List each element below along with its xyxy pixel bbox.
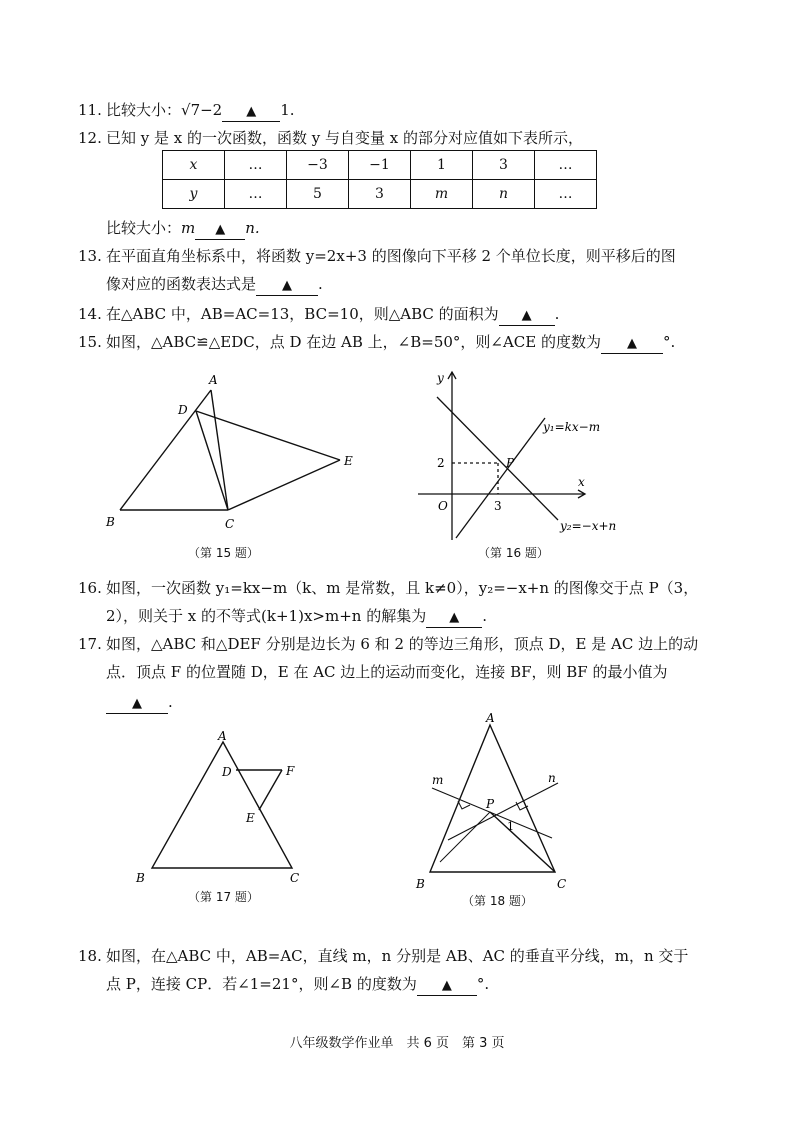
table-cell: m [411, 180, 473, 209]
question-16-line2 [106, 606, 487, 628]
figure-17 [152, 742, 292, 868]
point-label-a: A [486, 711, 495, 725]
table-cell: 3 [349, 180, 411, 209]
question-18-line2 [106, 974, 489, 996]
table-cell: 1 [411, 151, 473, 180]
question-17-line2 [106, 662, 667, 682]
answer-blank[interactable]: ▲ [601, 335, 663, 354]
answer-blank[interactable]: ▲ [499, 307, 555, 326]
question-text: 如图，一次函数 y₁=kx−m（k、m 是常数，且 k≠0），y₂=−x+n 的图像交于点 P（3， [106, 579, 699, 597]
question-number: 14. [78, 305, 102, 323]
point-label-f: F [286, 764, 295, 778]
figure-15 [120, 390, 340, 510]
table-cell: 5 [287, 180, 349, 209]
segment-ac [211, 390, 228, 510]
question-text: 如图，△ABC 和△DEF 分别是边长为 6 和 2 的等边三角形，顶点 D，E 是 AC 边上的动 [106, 635, 699, 653]
line-n [448, 783, 558, 840]
question-17 [78, 634, 698, 654]
question-text: 比较大小： [106, 219, 182, 237]
point-label-e: E [246, 811, 255, 825]
question-18 [78, 946, 688, 966]
origin-label: O [438, 499, 448, 513]
point-label-p: P [506, 456, 515, 470]
question-text: 点．顶点 F 的位置随 D，E 在 AC 边上的运动而变化，连接 BF，则 BF 的最小值为 [106, 663, 668, 681]
point-label-c: C [290, 871, 300, 885]
point-label-b: B [416, 877, 425, 891]
question-text: °. [663, 333, 676, 351]
question-16 [78, 578, 698, 598]
question-17-line3 [106, 692, 173, 714]
table-cell: x [163, 151, 225, 180]
axis-label-y: y [437, 371, 444, 385]
question-number: 18. [78, 947, 102, 965]
table-cell: −3 [287, 151, 349, 180]
table-cell: 3 [473, 151, 535, 180]
question-text: . [482, 607, 487, 625]
question-number: 17. [78, 635, 102, 653]
line-label-y2: y₂=−x+n [560, 519, 617, 533]
point-label-d: D [178, 403, 188, 417]
question-number: 15. [78, 333, 102, 351]
right-angle-mark-m [458, 801, 470, 809]
figure-16-caption: （第 16 题） [478, 546, 549, 560]
segment-cp [490, 812, 555, 872]
variable: m [181, 219, 196, 237]
segment-fe [259, 770, 282, 810]
question-text: °. [476, 975, 490, 993]
answer-blank[interactable]: ▲ [106, 695, 168, 714]
question-text: 2），则关于 x 的不等式(k+1)x>m+n 的解集为 [106, 607, 427, 625]
point-label-c: C [225, 517, 235, 531]
table-cell: … [225, 180, 287, 209]
figure-15-caption: （第 15 题） [188, 546, 259, 560]
table-cell: y [163, 180, 225, 209]
question-text: 已知 y 是 x 的一次函数，函数 y 与自变量 x 的部分对应值如下表所示， [106, 129, 584, 147]
variable: n. [245, 219, 260, 237]
question-number: 12. [78, 129, 102, 147]
figure-17-caption: （第 17 题） [188, 890, 259, 904]
line-label-n: n [548, 771, 556, 785]
figure-18-caption: （第 18 题） [462, 894, 533, 908]
angle-label-1: 1 [507, 820, 514, 833]
segment-ba [120, 390, 211, 510]
triangle-abc [152, 742, 292, 868]
point-label-b: B [136, 871, 145, 885]
table-cell: −1 [349, 151, 411, 180]
line-label-y1: y₁=kx−m [543, 420, 601, 434]
answer-blank[interactable]: ▲ [222, 103, 280, 122]
question-text: . [554, 305, 560, 323]
answer-blank[interactable]: ▲ [195, 221, 245, 240]
question-text: . [318, 275, 323, 293]
answer-blank[interactable]: ▲ [426, 609, 482, 628]
question-text: 点 P，连接 CP．若∠1=21°，则∠B 的度数为 [106, 975, 417, 993]
tick-label-2: 2 [437, 456, 445, 470]
question-number: 16. [78, 579, 102, 597]
question-text: 比较大小： [106, 101, 182, 119]
table-cell: … [535, 151, 597, 180]
table-cell: … [225, 151, 287, 180]
point-label-a: A [209, 373, 218, 387]
segment-dc [196, 411, 228, 510]
question-text: 如图，△ABC≌△EDC，点 D 在边 AB 上，∠B=50°，则∠ACE 的度数为 [106, 333, 602, 351]
point-label-p: P [486, 797, 495, 811]
line-label-m: m [432, 773, 444, 787]
segment-ec [228, 460, 340, 510]
point-label-c: C [557, 877, 567, 891]
segment-bp [440, 812, 490, 862]
question-text: 1. [280, 101, 295, 119]
table-cell: … [535, 180, 597, 209]
point-label-a: A [218, 729, 227, 743]
question-text: 像对应的函数表达式是 [106, 275, 257, 293]
tick-label-3: 3 [494, 499, 502, 513]
question-number: 11. [78, 101, 102, 119]
question-text: 在平面直角坐标系中，将函数 y=2x+3 的图像向下平移 2 个单位长度，则平移后的图 [106, 247, 676, 265]
line-y1 [456, 418, 545, 538]
point-label-b: B [106, 515, 115, 529]
point-label-d: D [222, 765, 232, 779]
question-text: 在△ABC 中，AB=AC=13，BC=10，则△ABC 的面积为 [106, 305, 499, 323]
answer-blank[interactable]: ▲ [417, 977, 477, 996]
question-text: 如图，在△ABC 中，AB=AC，直线 m，n 分别是 AB、AC 的垂直平分线，m，n 交于 [106, 947, 689, 965]
question-text: . [168, 693, 173, 711]
question-number: 13. [78, 247, 102, 265]
table-cell: n [473, 180, 535, 209]
page-footer: 八年级数学作业单 共 6 页 第 3 页 [289, 1036, 505, 1051]
point-label-e: E [344, 454, 353, 468]
answer-blank[interactable]: ▲ [256, 277, 318, 296]
axis-label-x: x [578, 475, 585, 489]
math-expression: √7−2 [181, 101, 223, 119]
